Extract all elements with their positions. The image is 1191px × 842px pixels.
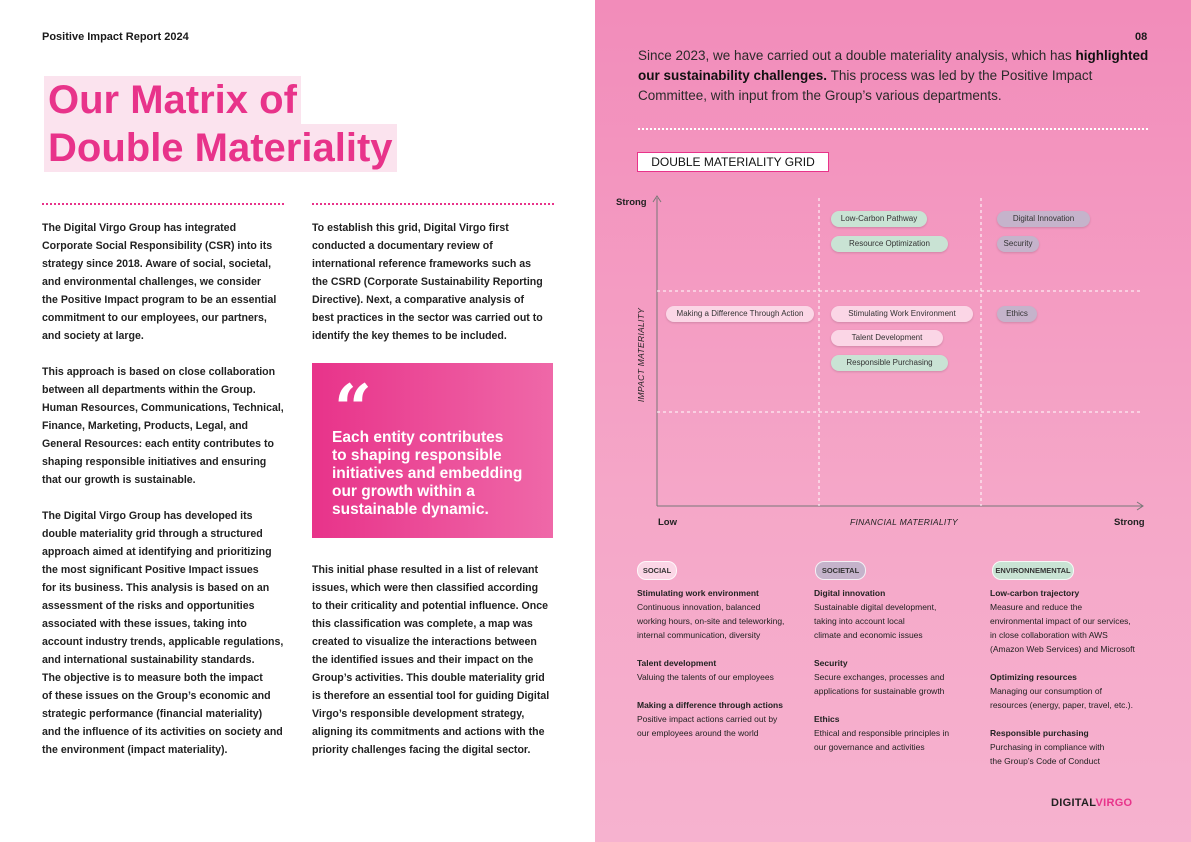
col1-paragraph-1: The Digital Virgo Group has integrated Corporate Social Responsibility (CSR) into its strategy since 2018. Aware of social, societal, and environmental challenges, we consider the Positive Impact program to be an essential commitment to our employees, our partners, and society at large. bbox=[42, 222, 277, 342]
col1-paragraph-2: This approach is based on close collaboration between all departments within the Group. Human Resources, Communications, Technical, Finance, Marketing, Products, Legal, and General Resources: each entity contributes to shaping responsible initiatives and ensuring that our growth is sustainable. bbox=[42, 366, 284, 486]
column-1 bbox=[42, 219, 292, 777]
legend-item-title: Stimulating work environment bbox=[637, 588, 759, 598]
legend-item bbox=[637, 586, 807, 642]
column-2-top bbox=[312, 219, 562, 363]
report-name: Positive Impact Report 2024 bbox=[42, 31, 189, 43]
col1-paragraph-3: The Digital Virgo Group has developed its double materiality grid through a structured approach aimed at identifying and prioritizing the most significant Positive Impact issues for its business. This analysis is based on an assessment of the risks and opportunities associated with these issues, taking into account industry trends, applicable regulations, and international sustainability standards. The objective is to measure both the impact of these issues on the Group’s economic and strategic performance (financial materiality) and the influence of its activities on society and the environment (impact materiality). bbox=[42, 510, 284, 756]
title-line-1: Our Matrix of bbox=[44, 76, 301, 124]
legend-environmental bbox=[990, 586, 1165, 782]
pill-making-a-difference: Making a Difference Through Action bbox=[666, 306, 814, 322]
badge-environmental: ENVIRONNEMENTAL bbox=[992, 561, 1074, 580]
intro-part-2: This process was led by the Positive Impact Committee, with input from the Group’s various departments. bbox=[638, 68, 1093, 103]
x-axis-strong-label: Strong bbox=[1114, 517, 1145, 528]
pill-responsible-purchasing: Responsible Purchasing bbox=[831, 355, 948, 371]
y-axis-strong-label: Strong bbox=[616, 197, 647, 208]
legend-item-title: Talent development bbox=[637, 658, 717, 668]
digital-virgo-logo bbox=[1051, 797, 1132, 809]
legend-item bbox=[814, 712, 984, 754]
legend-item-desc: Valuing the talents of our employees bbox=[637, 672, 774, 682]
intro-bold: highlighted our sustainability challenges. bbox=[638, 48, 1149, 83]
pill-security: Security bbox=[997, 236, 1039, 252]
legend-item bbox=[637, 656, 807, 684]
divider-right bbox=[638, 128, 1148, 130]
legend-item-title: Low-carbon trajectory bbox=[990, 588, 1080, 598]
legend-item-title: Optimizing resources bbox=[990, 672, 1077, 682]
legend-item-title: Making a difference through actions bbox=[637, 700, 783, 710]
y-axis-title: IMPACT MATERIALITY bbox=[636, 307, 646, 403]
badge-social: SOCIAL bbox=[637, 561, 677, 580]
legend-item-desc: Purchasing in compliance with the Group’s Code of Conduct bbox=[990, 742, 1105, 766]
legend-item-title: Security bbox=[814, 658, 848, 668]
quote-mark-icon: “ bbox=[334, 370, 372, 448]
legend-item-desc: Sustainable digital development, taking into account local climate and economic issues bbox=[814, 602, 937, 640]
quote-box bbox=[312, 363, 553, 538]
logo-part-1: DIGITAL bbox=[1051, 797, 1096, 809]
logo-part-2: VIRGO bbox=[1095, 797, 1133, 809]
pill-ethics: Ethics bbox=[997, 306, 1037, 322]
legend-item bbox=[637, 698, 807, 740]
col2-paragraph-2: This initial phase resulted in a list of relevant issues, which were then classified according to their criticality and potential influence. Once this classification was complete, a map was created to visualize the interactions between the identified issues and their impact on the Group’s activities. This double materiality grid is therefore an essential tool for guiding Digital Virgo’s responsible development strategy, aligning its commitments and actions with the priority challenges facing the digital sector. bbox=[312, 564, 550, 756]
legend-item bbox=[814, 586, 984, 642]
title-line-2: Double Materiality bbox=[44, 124, 397, 172]
intro-text bbox=[638, 46, 1158, 106]
legend-item-desc: Managing our consumption of resources (energy, paper, travel, etc.). bbox=[990, 686, 1133, 710]
pill-stimulating-work-environment: Stimulating Work Environment bbox=[831, 306, 973, 322]
legend-item-desc: Positive impact actions carried out by our employees around the world bbox=[637, 714, 778, 738]
legend-item-desc: Measure and reduce the environmental impact of our services, in close collaboration with AWS (Amazon Web Services) and Microsoft bbox=[990, 602, 1135, 654]
legend-item-desc: Secure exchanges, processes and applications for sustainable growth bbox=[814, 672, 945, 696]
legend-item bbox=[990, 726, 1165, 768]
x-axis-title: FINANCIAL MATERIALITY bbox=[850, 517, 959, 527]
x-axis-low-label: Low bbox=[658, 517, 677, 528]
pill-talent-development: Talent Development bbox=[831, 330, 943, 346]
grid-label: DOUBLE MATERIALITY GRID bbox=[637, 152, 829, 172]
badge-societal: SOCIETAL bbox=[815, 561, 866, 580]
quote-text: Each entity contributes to shaping responsible initiatives and embedding our growth within a sustainable dynamic. bbox=[332, 429, 523, 518]
page-title bbox=[44, 76, 397, 172]
legend-item bbox=[814, 656, 984, 698]
legend-item-title: Responsible purchasing bbox=[990, 728, 1089, 738]
legend-item bbox=[990, 670, 1165, 712]
column-2-bottom bbox=[312, 561, 562, 777]
pill-digital-innovation: Digital Innovation bbox=[997, 211, 1090, 227]
legend-item-title: Digital innovation bbox=[814, 588, 886, 598]
divider-col2 bbox=[312, 203, 554, 205]
legend-item-desc: Ethical and responsible principles in our governance and activities bbox=[814, 728, 950, 752]
legend-social bbox=[637, 586, 807, 754]
pill-low-carbon-pathway: Low-Carbon Pathway bbox=[831, 211, 927, 227]
pill-resource-optimization: Resource Optimization bbox=[831, 236, 948, 252]
page-number: 08 bbox=[1135, 31, 1148, 43]
legend-item bbox=[990, 586, 1165, 656]
legend-societal bbox=[814, 586, 984, 768]
legend-item-desc: Continuous innovation, balanced working hours, on-site and teleworking, internal communication, diversity bbox=[637, 602, 785, 640]
legend-item-title: Ethics bbox=[814, 714, 840, 724]
intro-part-1: Since 2023, we have carried out a double materiality analysis, which has bbox=[638, 48, 1076, 63]
divider-col1 bbox=[42, 203, 284, 205]
col2-paragraph-1: To establish this grid, Digital Virgo first conducted a documentary review of international reference frameworks such as the CSRD (Corporate Sustainability Reporting Directive). Next, a comparative analysis of best practices in the sector was carried out to identify the key themes to be included. bbox=[312, 222, 543, 342]
